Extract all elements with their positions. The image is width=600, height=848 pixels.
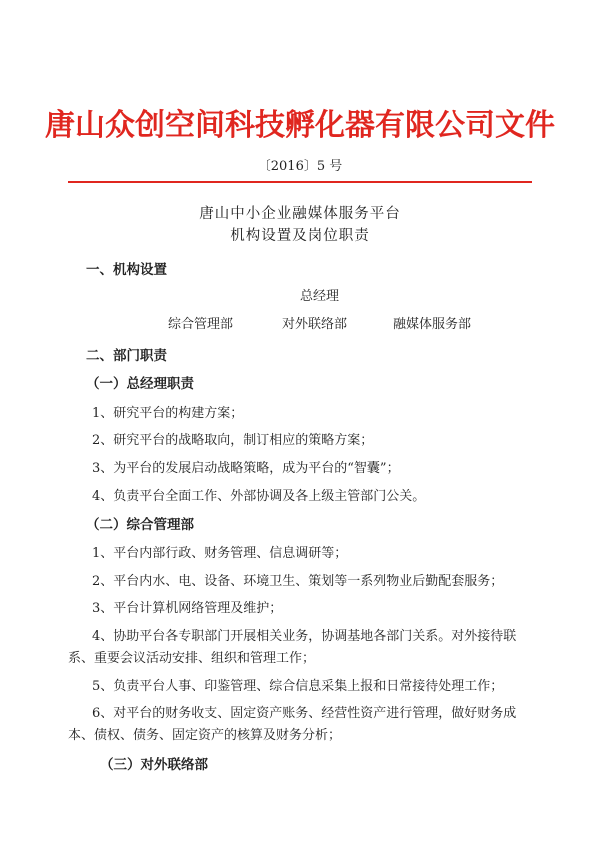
gm-duty-item: 3、为平台的发展启动战略策略，成为平台的“智囊”； — [92, 461, 400, 476]
admin-duty-item: 5、负责平台人事、印鉴管理、综合信息采集上报和日常接待处理工作； — [92, 679, 504, 694]
issuer-title: 唐山众创空间科技孵化器有限公司文件 — [45, 108, 555, 143]
gm-duty-item: 4、负责平台全面工作、外部协调及各上级主管部门公关。 — [92, 489, 426, 504]
admin-duty-item: 3、平台计算机网络管理及维护； — [92, 601, 283, 616]
admin-duty-item: 6、对平台的财务收支、固定资产账务、经营性资产进行管理，做好财务成 — [92, 706, 517, 721]
admin-duty-item: 1、平台内部行政、财务管理、信息调研等； — [92, 546, 348, 561]
subsection-heading-admin: （二）综合管理部 — [86, 517, 194, 533]
org-dept-liaison: 对外联络部 — [282, 317, 348, 332]
red-divider-line — [68, 181, 532, 183]
subtitle-line-2: 机构设置及岗位职责 — [230, 228, 370, 244]
org-dept-media: 融媒体服务部 — [393, 317, 472, 332]
subtitle-line-1: 唐山中小企业融媒体服务平台 — [199, 206, 401, 222]
section-heading-structure: 一、机构设置 — [86, 262, 167, 278]
gm-duty-item: 2、研究平台的战略取向，制订相应的策略方案； — [92, 433, 374, 448]
org-top-general-manager: 总经理 — [300, 289, 340, 304]
org-dept-admin: 综合管理部 — [168, 317, 234, 332]
document-number: 〔2016〕5 号 — [257, 159, 343, 174]
admin-duty-item-continued: 系、重要会议活动安排、组织和管理工作； — [68, 651, 316, 666]
admin-duty-item: 4、协助平台各专职部门开展相关业务，协调基地各部门关系。对外接待联 — [92, 629, 517, 644]
admin-duty-item: 2、平台内水、电、设备、环境卫生、策划等一系列物业后勤配套服务； — [92, 574, 504, 589]
gm-duty-item: 1、研究平台的构建方案； — [92, 406, 244, 421]
subsection-heading-gm: （一）总经理职责 — [86, 376, 194, 392]
admin-duty-item-continued: 本、债权、债务、固定资产的核算及财务分析； — [68, 728, 342, 743]
subsection-heading-liaison: （三）对外联络部 — [100, 757, 208, 773]
section-heading-duties: 二、部门职责 — [86, 348, 167, 364]
